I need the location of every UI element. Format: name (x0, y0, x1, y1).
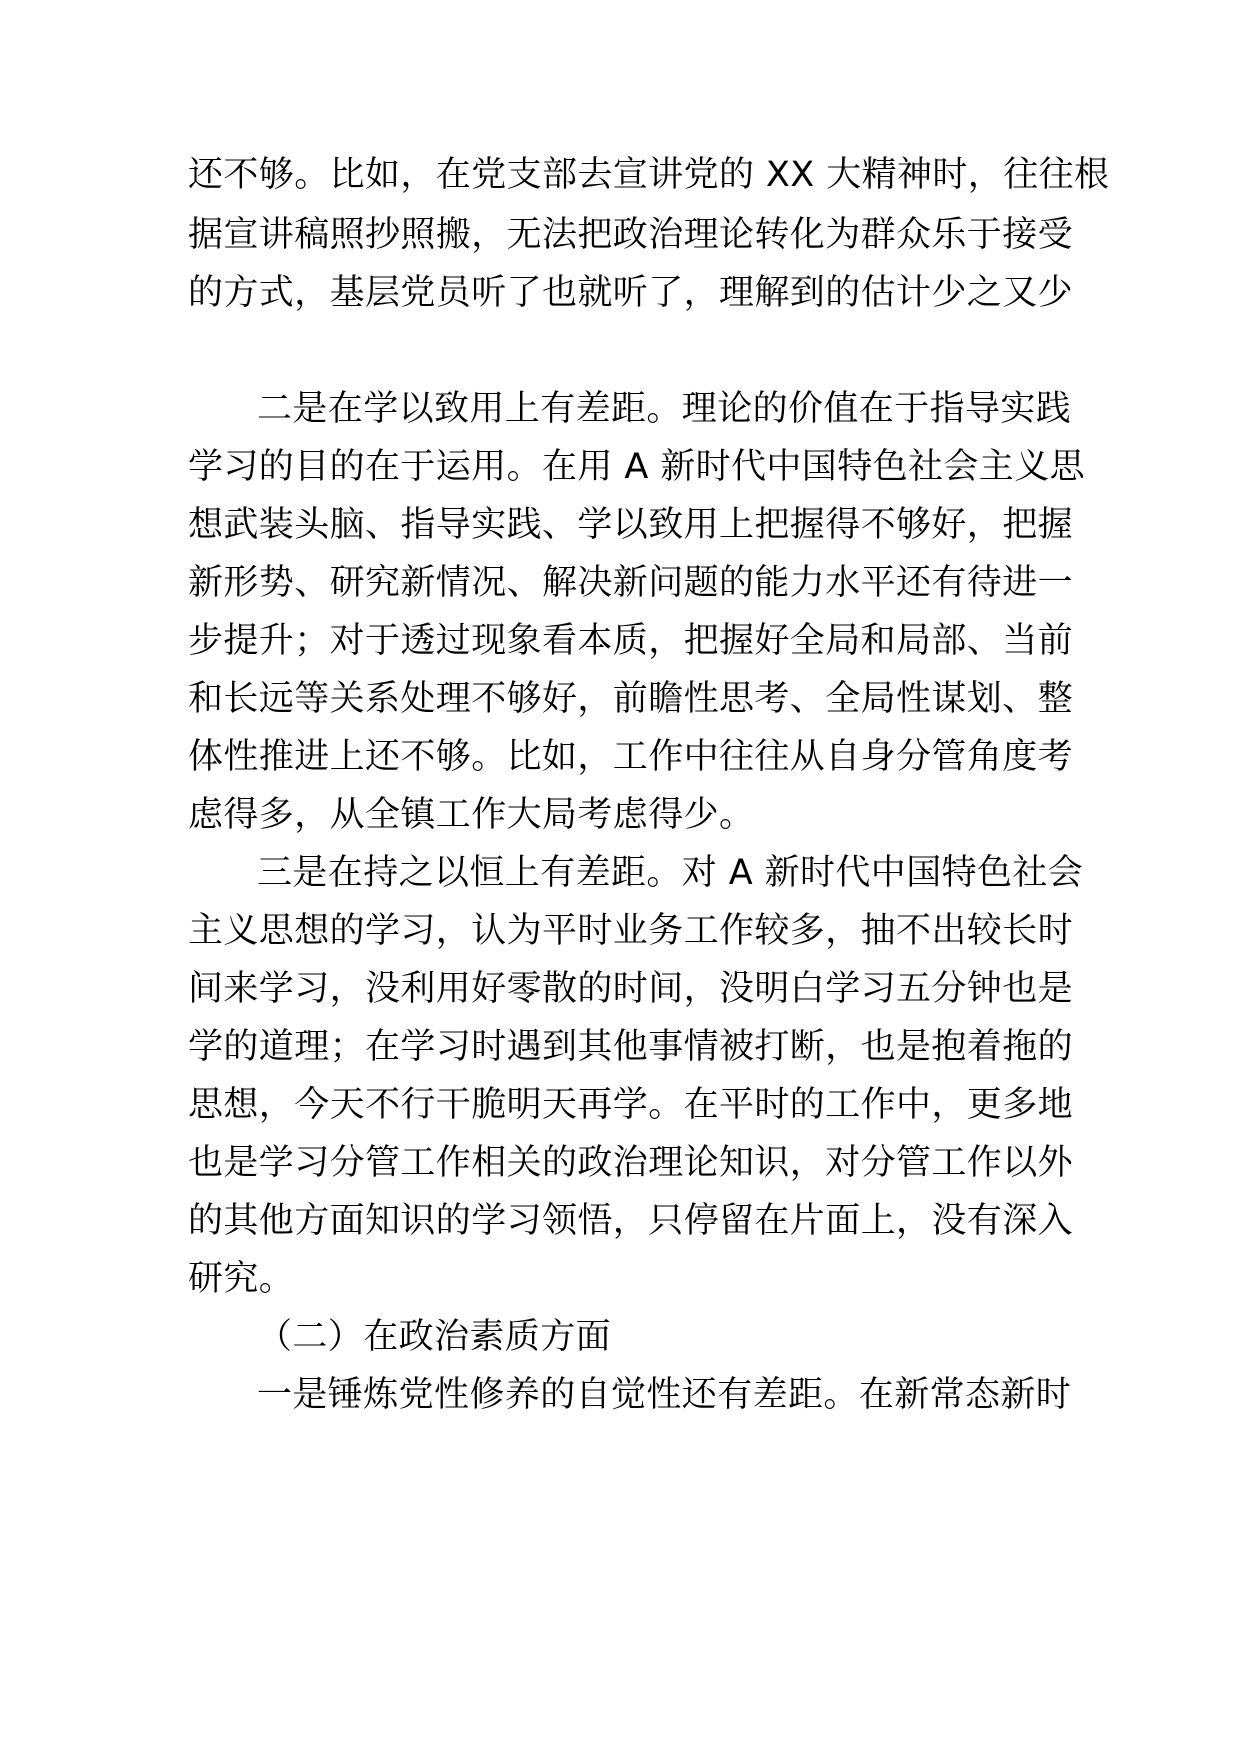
text-line: 新形势、研究新情况、解决新问题的能力水平还有待进一 (188, 563, 1074, 603)
text-line: 三是在持之以恒上有差距。对 A 新时代中国特色社会 (257, 853, 1084, 893)
text-line: 研究。 (188, 1259, 295, 1299)
text-line: 也是学习分管工作相关的政治理论知识，对分管工作以外 (188, 1143, 1074, 1183)
text-line: 想武装头脑、指导实践、学以致用上把握得不够好，把握 (188, 505, 1074, 545)
text-line: 体性推进上还不够。比如，工作中往往从自身分管角度考 (188, 737, 1074, 777)
text-line: 的其他方面知识的学习领悟，只停留在片面上，没有深入 (188, 1201, 1074, 1241)
text-line: 和长远等关系处理不够好，前瞻性思考、全局性谋划、整 (188, 679, 1074, 719)
text-line: 二是在学以致用上有差距。理论的价值在于指导实践 (257, 389, 1072, 429)
text-line: 据宣讲稿照抄照搬，无法把政治理论转化为群众乐于接受 (188, 215, 1074, 255)
text-line: 步提升；对于透过现象看本质，把握好全局和局部、当前 (188, 621, 1074, 661)
text-line: 的方式，基层党员听了也就听了，理解到的估计少之又少 (188, 273, 1074, 313)
text-line: 一是锤炼党性修养的自觉性还有差距。在新常态新时 (257, 1375, 1072, 1415)
text-line: 思想，今天不行干脆明天再学。在平时的工作中，更多地 (188, 1085, 1074, 1125)
text-line: 学的道理；在学习时遇到其他事情被打断，也是抱着拖的 (188, 1027, 1074, 1067)
text-line: 还不够。比如，在党支部去宣讲党的 XX 大精神时，往往根 (188, 155, 1110, 195)
text-line: 学习的目的在于运用。在用 A 新时代中国特色社会主义思 (188, 447, 1085, 487)
text-line: 主义思想的学习，认为平时业务工作较多，抽不出较长时 (188, 911, 1074, 951)
text-line: 虑得多，从全镇工作大局考虑得少。 (188, 795, 755, 835)
text-line: 间来学习，没利用好零散的时间，没明白学习五分钟也是 (188, 969, 1074, 1009)
section-heading: （二）在政治素质方面 (257, 1317, 612, 1357)
